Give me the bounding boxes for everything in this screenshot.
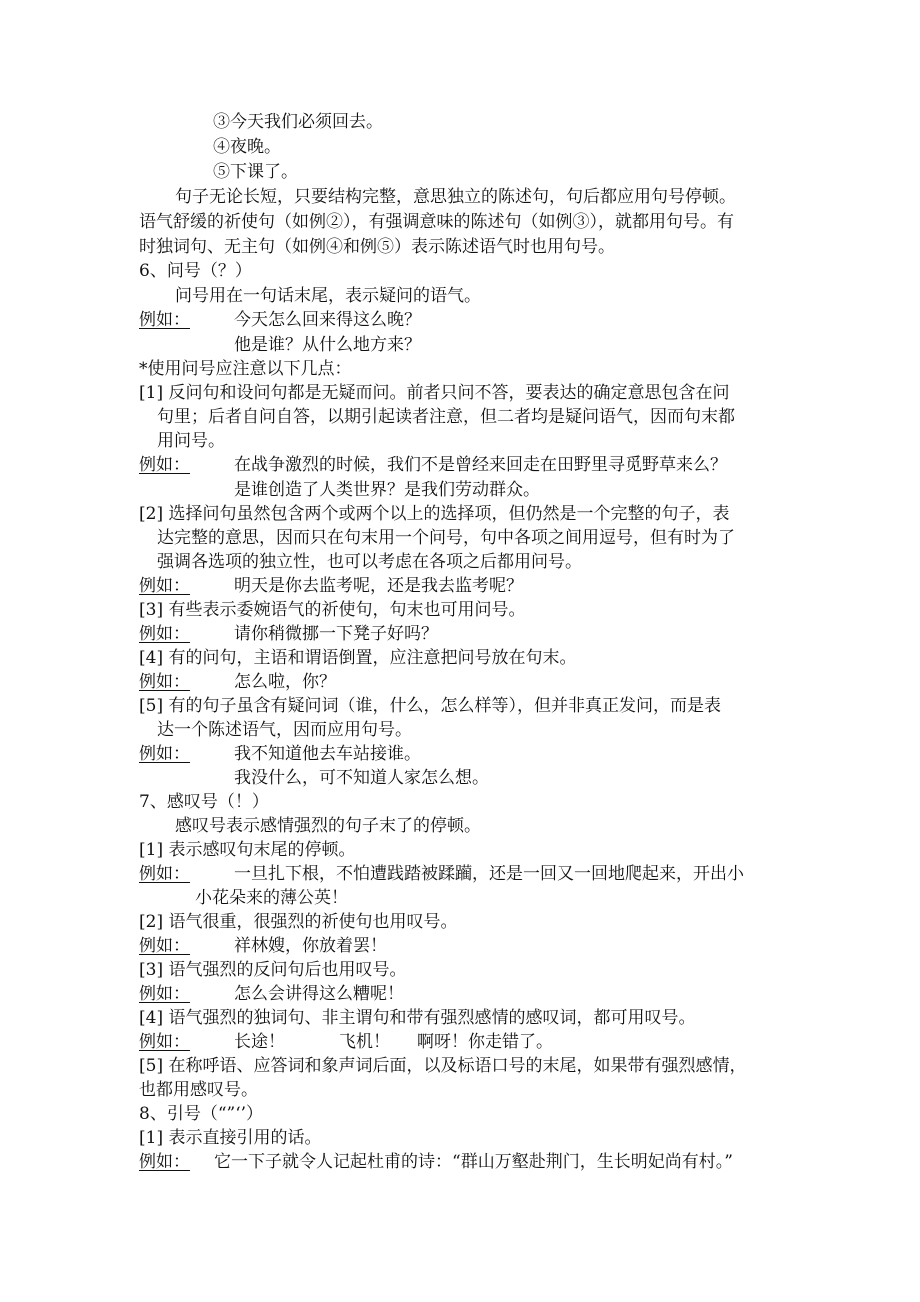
example-text: 小花朵来的薄公英！ bbox=[195, 888, 348, 908]
rule-line: [3] 有些表示委婉语气的祈使句，句末也可用问号。 bbox=[139, 600, 526, 620]
example-label: 例如： bbox=[139, 576, 190, 596]
paragraph-line: 时独词句、无主句（如例④和例⑤）表示陈述语气时也用句号。 bbox=[139, 237, 615, 257]
section-heading: 7、感叹号（！） bbox=[139, 792, 269, 812]
example-line bbox=[139, 982, 404, 1006]
example-label: 例如： bbox=[139, 455, 190, 475]
rule-line: [1] 表示感叹句末尾的停顿。 bbox=[139, 840, 356, 860]
rule-line: [4] 语气强烈的独词句、非主谓句和带有强烈感情的感叹词，都可用叹号。 bbox=[139, 1008, 696, 1028]
example-text: 我没什么，可不知道人家怎么想。 bbox=[234, 768, 489, 788]
example-label: 例如： bbox=[139, 864, 190, 884]
rule-line: 也都用感叹号。 bbox=[139, 1080, 258, 1100]
example-line bbox=[139, 1150, 733, 1174]
example-text: 怎么啦，你？ bbox=[234, 672, 336, 692]
example-text: 请你稍微挪一下凳子好吗？ bbox=[234, 624, 438, 644]
rule-line: [3] 语气强烈的反问句后也用叹号。 bbox=[139, 960, 407, 980]
example-text: 它一下子就令人记起杜甫的诗：“群山万壑赴荆门，生长明妃尚有村。” bbox=[214, 1152, 733, 1172]
example-text: 他是谁？从什么地方来？ bbox=[234, 335, 421, 355]
example-text: 是谁创造了人类世界？是我们劳动群众。 bbox=[234, 480, 540, 500]
rule-line: 句里；后者自问自答，以期引起读者注意，但二者均是疑问语气，因而句末都 bbox=[157, 407, 735, 427]
rule-line: 用问号。 bbox=[157, 431, 225, 451]
example-text: 在战争激烈的时候，我们不是曾经来回走在田野里寻觅野草来么？ bbox=[234, 455, 727, 475]
example-label: 例如： bbox=[139, 984, 190, 1004]
paragraph-line: 句子无论长短，只要结构完整，意思独立的陈述句，句后都应用句号停顿。 bbox=[175, 187, 736, 207]
note-heading: *使用问号应注意以下几点： bbox=[139, 359, 352, 379]
example-label: 例如： bbox=[139, 1152, 190, 1172]
example-label: 例如： bbox=[139, 672, 190, 692]
example-text: 祥林嫂，你放着罢！ bbox=[234, 936, 387, 956]
rule-line: [5] 在称呼语、应答词和象声词后面，以及标语口号的末尾，如果带有强烈感情， bbox=[139, 1056, 747, 1076]
rule-line: [2] 语气很重，很强烈的祈使句也用叹号。 bbox=[139, 912, 458, 932]
rule-line: 强调各选项的独立性，也可以考虑在各项之后都用问号。 bbox=[157, 552, 582, 572]
example-text: 明天是你去监考呢，还是我去监考呢？ bbox=[234, 576, 523, 596]
example-label: 例如： bbox=[139, 1032, 190, 1052]
section-heading: 6、问号（？） bbox=[139, 261, 252, 281]
paragraph-line: 语气舒缓的祈使句（如例②），有强调意味的陈述句（如例③），就都用句号。有 bbox=[139, 212, 734, 232]
example-label: 例如： bbox=[139, 624, 190, 644]
text-line: ③今天我们必须回去。 bbox=[213, 112, 383, 132]
rule-line: [2] 选择问句虽然包含两个或两个以上的选择项，但仍然是一个完整的句子，表 bbox=[139, 504, 730, 524]
example-text: 长途！ 飞机！ 啊呀！你走错了。 bbox=[234, 1032, 554, 1052]
section-heading: 8、引号（“”‘’） bbox=[139, 1104, 264, 1124]
text-line: ⑤下课了。 bbox=[213, 162, 298, 182]
example-line bbox=[139, 742, 421, 766]
example-label: 例如： bbox=[139, 310, 190, 330]
example-label: 例如： bbox=[139, 936, 190, 956]
example-text: 怎么会讲得这么糟呢！ bbox=[234, 984, 404, 1004]
example-line bbox=[139, 622, 438, 646]
example-line bbox=[139, 574, 523, 598]
rule-line: 达完整的意思，因而只在句末用一个问号，句中各项之间用逗号，但有时为了 bbox=[157, 528, 735, 548]
example-text: 今天怎么回来得这么晚？ bbox=[234, 310, 421, 330]
example-line bbox=[139, 934, 387, 958]
example-text: 我不知道他去车站接谁。 bbox=[234, 744, 421, 764]
example-line bbox=[139, 1030, 553, 1054]
example-line bbox=[139, 308, 421, 332]
rule-line: [5] 有的句子虽含有疑问词（谁，什么，怎么样等），但并非真正发问，而是表 bbox=[139, 696, 721, 716]
rule-line: [1] 反问句和设问句都是无疑而问。前者只问不答，要表达的确定意思包含在问 bbox=[139, 383, 730, 403]
example-line bbox=[139, 670, 336, 694]
example-line bbox=[139, 453, 727, 477]
text-line: ④夜晚。 bbox=[213, 137, 281, 157]
paragraph-line: 问号用在一句话末尾，表示疑问的语气。 bbox=[175, 286, 481, 306]
example-line bbox=[139, 862, 744, 886]
example-text: 一旦扎下根，不怕遭践踏被蹂躏，还是一回又一回地爬起来，开出小 bbox=[234, 864, 744, 884]
rule-line: 达一个陈述语气，因而应用句号。 bbox=[157, 720, 412, 740]
example-label: 例如： bbox=[139, 744, 190, 764]
rule-line: [4] 有的问句，主语和谓语倒置，应注意把问号放在句末。 bbox=[139, 648, 577, 668]
rule-line: [1] 表示直接引用的话。 bbox=[139, 1128, 322, 1148]
paragraph-line: 感叹号表示感情强烈的句子末了的停顿。 bbox=[175, 816, 481, 836]
